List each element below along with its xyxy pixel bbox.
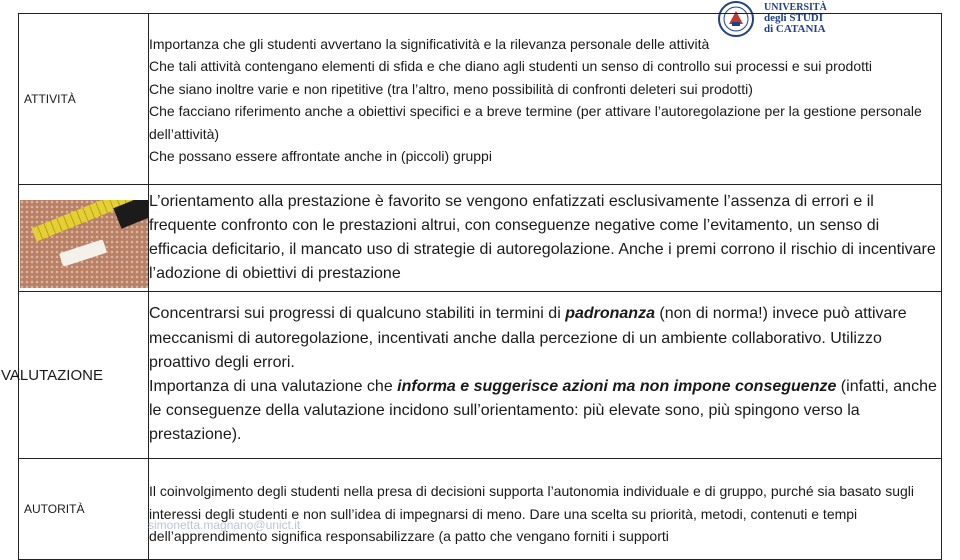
- autorita-text: Il coinvolgimento degli studenti nella presa di decisioni supporta l’autonomia individuale e di gruppo, purché sia basato sugli interessi degli studenti e non sull’idea di impegnarsi di meno. Dare una scelta su priorità, metodi, contenuti e tempi dell’apprendimento significa responsabilizzare (a patto che vengano forniti i supporti: [149, 483, 915, 545]
- attivita-line: Importanza che gli studenti avvertano la significatività e la rilevanza personale delle attività: [149, 35, 710, 52]
- logo-line2: degli STUDI: [764, 12, 823, 24]
- content-cell-valutazione: [149, 292, 942, 459]
- logo-line1: UNIVERSITÀ: [764, 2, 827, 13]
- valutazione-p1-before: Concentrarsi sui progressi di qualcuno stabiliti in termini di: [149, 305, 566, 323]
- attivita-line: Che possano essere affrontate anche in (piccoli) gruppi: [149, 148, 492, 164]
- valutazione-p1-after: (non di norma!) invece può attivare meccanismi di autoregolazione, incentivati anche dalla percezione di un ambiente collaborativo. Utilizzo proattivo degli errori.: [149, 305, 907, 371]
- attivita-line: Che facciano riferimento anche a obiettivi specifici e a breve termine (per attivare l’autoregolazione per la gestione personale dell’attività): [149, 103, 922, 142]
- valutazione-p2-after: (infatti, anche le conseguenze della valutazione incidono sull’orientamento: più elevate sono, più spingono verso la prestazione).: [149, 378, 937, 444]
- label-cell: [19, 14, 149, 185]
- table-row: [19, 14, 942, 185]
- content-cell-attivita: [149, 14, 942, 185]
- content-table: [1, 13, 942, 560]
- label-cell: [19, 459, 149, 560]
- valutazione-paragraph-1: [149, 302, 941, 375]
- watermark-email: simonetta.magnano@unict.it: [148, 518, 301, 532]
- content-cell-orientamento: [149, 185, 942, 292]
- row-label-autorita: AUTORITÀ: [24, 502, 85, 516]
- attivita-line: Che siano inoltre varie e non ripetitive (tra l’altro, meno possibilità di confronti deleteri sui prodotti): [149, 80, 753, 97]
- row-label-valutazione: VALUTAZIONE: [1, 366, 103, 384]
- table-row: [19, 185, 942, 292]
- valutazione-p2-before: Importanza di una valutazione che: [149, 378, 398, 395]
- row-label-attivita: ATTIVITÀ: [24, 92, 76, 106]
- table-row: [19, 292, 942, 459]
- measuring-tape-photo: [20, 200, 148, 288]
- orientamento-text: L’orientamento alla prestazione è favorito se vengono enfatizzati esclusivamente l’assenza di errori e il frequente confronto con le prestazioni altrui, con conseguenze negative come l’evitamento, un senso di efficacia deficitario, il mancato uso di strategie di autoregolazione. Anche i premi corrono il rischio di incentivare l’adozione di obiettivi di prestazione: [149, 192, 936, 283]
- logo-line3: di CATANIA: [764, 23, 826, 35]
- table-row: [19, 459, 942, 560]
- valutazione-paragraph-2: [149, 375, 941, 448]
- attivita-line: Che tali attività contengano elementi di sfida e che diano agli studenti un senso di controllo sui processi e sui prodotti: [149, 58, 872, 74]
- valutazione-p1-emphasis: padronanza: [565, 305, 655, 323]
- valutazione-p2-emphasis: informa e suggerisce azioni ma non impone conseguenze: [397, 378, 837, 395]
- label-cell: [1, 292, 149, 459]
- content-cell-autorita: [149, 459, 942, 560]
